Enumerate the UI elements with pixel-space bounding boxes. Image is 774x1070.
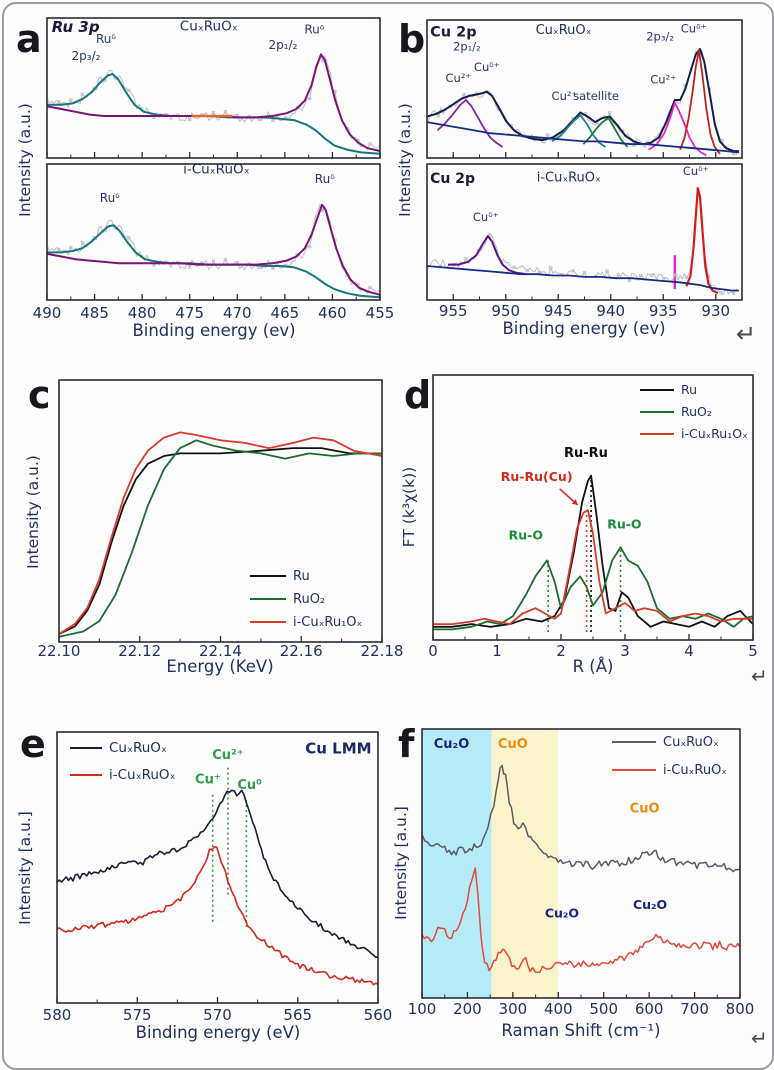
tick-label-c: 22.14 <box>199 642 242 660</box>
annotation-e-3: Cu LMM <box>305 739 372 758</box>
annotation-b-9: Cu²⁺ <box>650 72 677 87</box>
tick-label-c: 22.12 <box>118 642 162 660</box>
annotation-f-2: CuO <box>629 801 660 817</box>
tick-label-c: 22.18 <box>360 642 404 660</box>
axis-label-d: R (Å) <box>572 657 614 676</box>
tick-label-d: 3 <box>620 642 630 660</box>
tick-label-f: 700 <box>680 1000 709 1018</box>
axis-label-c: Energy (KeV) <box>166 657 274 676</box>
tick-label-e: 570 <box>203 1006 232 1024</box>
annotation-b-3: Cuᵟ⁺ <box>682 163 709 178</box>
panel-b-ylabel: Intensity (a.u.) <box>396 103 414 217</box>
legend-label: i-CuₓRu₁Oₓ <box>681 426 748 441</box>
legend-label: i-CuₓRuOₓ <box>663 763 728 778</box>
series-group <box>46 204 380 297</box>
legend-label: RuO₂ <box>293 592 326 607</box>
series-RuO₂ <box>433 547 753 629</box>
legend <box>612 735 727 778</box>
annotation-a-0: i-CuₓRuOₓ <box>183 161 250 178</box>
annotation-e-1: Cu²⁺ <box>212 748 244 764</box>
tick-label-f: 200 <box>453 1000 482 1018</box>
axis-label-b: Binding energy (ev) <box>502 319 666 338</box>
tick-label-b: 945 <box>543 302 573 320</box>
panel-c-letter: c <box>28 373 51 417</box>
plot-d-0 <box>433 375 753 640</box>
annotation-a-0: Ru 3p <box>51 18 100 36</box>
annotation-b-1: CuₓRuOₓ <box>535 22 592 38</box>
annotation-f-3: Cu₂O <box>544 905 580 921</box>
panel-d-letter: d <box>404 373 432 417</box>
tick-label-f: 500 <box>589 1000 619 1018</box>
panel-e-ylabel: Intensity [a.u.] <box>16 811 34 925</box>
tick-label-a: 480 <box>127 304 157 322</box>
plot-b-1 <box>426 164 742 300</box>
tick-label-c: 22.16 <box>279 642 323 660</box>
return-mark: ↵ <box>751 1026 768 1050</box>
panel-d-ylabel: FT (k³χ(k)) <box>400 466 418 548</box>
tick-label-d: 1 <box>492 642 502 660</box>
series-raw data <box>427 189 739 295</box>
legend-label: Ru <box>681 382 698 397</box>
tick-label-b: 955 <box>438 302 468 320</box>
axis-label-e: Binding energy (eV) <box>135 1023 301 1042</box>
axis-label-f: Raman Shift (cm⁻¹) <box>501 1021 661 1040</box>
tick-label-b: 930 <box>701 302 731 320</box>
annotation-e-0: Cu⁺ <box>195 772 221 788</box>
return-mark: ↵ <box>751 664 768 688</box>
annotation-b-2: 2p₁/₂ <box>453 39 481 54</box>
annotation-b-1: i-CuₓRuOₓ <box>536 170 601 186</box>
annotation-a-1: Ruᵟ <box>99 191 120 206</box>
series-Cu d+ 2p3/2 fit <box>680 50 720 153</box>
annotation-f-0: Cu₂O <box>433 736 470 752</box>
series-group <box>57 767 378 984</box>
tick-label-b: 950 <box>491 302 521 320</box>
annotation-d-1: Ru-Ru(Cu) <box>500 469 573 484</box>
annotation-a-2: 2p₃/₂ <box>71 49 101 63</box>
tick-label-f: 100 <box>407 1000 437 1018</box>
series-CuₓRuOₓ <box>57 790 378 957</box>
tick-label-f: 800 <box>725 1000 755 1018</box>
annotation-d-2: Ru-O <box>508 527 543 543</box>
panel-f-letter: f <box>398 722 415 766</box>
tick-label-b: 940 <box>596 302 626 320</box>
tick-label-f: 400 <box>543 1000 573 1018</box>
legend-label: Ru <box>293 569 310 584</box>
annotation-b-3: Cu²⁺ <box>445 71 472 86</box>
panel-a-letter: a <box>16 17 42 61</box>
annotation-a-2: Ruᵟ <box>314 172 335 187</box>
tick-label-e: 580 <box>42 1006 72 1024</box>
panel-d <box>400 373 758 676</box>
tick-label-e: 565 <box>283 1006 313 1024</box>
annotation-b-7: 2p₃/₂ <box>646 29 674 44</box>
panel-a-ylabel: Intensity (a.u.) <box>16 103 34 217</box>
tick-label-e: 560 <box>363 1006 393 1024</box>
series-RuO₂ <box>59 440 382 637</box>
panel-c-ylabel: Intensity (a.u.) <box>24 455 42 569</box>
tick-label-f: 300 <box>498 1000 528 1018</box>
series-group <box>433 476 753 632</box>
tick-label-b: 935 <box>648 302 678 320</box>
annotation-b-8: Cuᵟ⁺ <box>680 21 707 36</box>
tick-label-e: 575 <box>122 1006 152 1024</box>
annotation-f-4: Cu₂O <box>632 897 668 913</box>
plot-c-0 <box>59 380 382 642</box>
plot-frame <box>59 380 382 642</box>
panel-f-ylabel: Intensity [a.u.] <box>392 806 410 920</box>
annotation-e-2: Cu⁰ <box>237 777 262 793</box>
axis-label-a: Binding energy (ev) <box>132 321 296 340</box>
series-i-CuₓRuOₓ <box>57 847 378 985</box>
annotation-b-0: Cu 2p <box>430 24 477 41</box>
plot-a-0 <box>46 18 380 158</box>
annotation-a-5: Ruᵟ <box>304 22 325 37</box>
legend <box>640 382 748 441</box>
panel-b-letter: b <box>398 17 426 61</box>
annotation-b-0: Cu 2p <box>430 171 476 188</box>
panel-a <box>16 17 394 340</box>
tick-label-d: 4 <box>684 642 694 660</box>
series-raw data <box>47 55 380 149</box>
plot-a-1 <box>46 162 380 300</box>
series-group <box>46 54 380 153</box>
legend-label: i-CuₓRu₁Oₓ <box>293 615 363 630</box>
tick-label-a: 475 <box>175 304 205 322</box>
panel-b <box>396 17 742 338</box>
annotation-b-2: Cuᵟ⁺ <box>472 210 499 225</box>
series-Cu d+ 2p3/2 fit <box>686 189 718 294</box>
legend-label: CuₓRuOₓ <box>109 740 167 756</box>
tick-label-a: 470 <box>222 304 252 322</box>
tick-label-d: 5 <box>748 642 758 660</box>
annotation-d-3: Ru-O <box>607 516 642 532</box>
series-Ru 3p1/2 fit <box>47 54 380 151</box>
series-group <box>426 187 739 294</box>
series-i-CuₓRu₁Oₓ <box>59 432 382 634</box>
tick-label-a: 465 <box>270 304 300 322</box>
series-raw data <box>47 204 380 293</box>
series-i-CuₓRu₁Oₓ <box>433 510 753 624</box>
annotation-a-4: 2p₁/₂ <box>268 37 298 52</box>
tick-label-d: 0 <box>428 642 438 660</box>
series-Ru 3p1/2 fit <box>47 205 380 295</box>
return-mark: ↵ <box>736 320 757 348</box>
tick-label-d: 2 <box>556 642 566 660</box>
plot-f-0 <box>422 729 740 998</box>
annotation-b-5: Cu²⁺ <box>551 89 578 104</box>
panel-e <box>16 722 392 1042</box>
annotation-d-0: Ru-Ru <box>563 446 608 462</box>
plot-b-0 <box>426 20 742 158</box>
series-group <box>59 432 382 636</box>
legend-label: CuₓRuOₓ <box>663 735 719 750</box>
legend-label: RuO₂ <box>681 404 712 419</box>
tick-label-c: 22.10 <box>37 642 81 660</box>
annotation-b-6: satellite <box>573 89 619 104</box>
panel-c <box>24 373 403 676</box>
tick-label-a: 460 <box>318 304 347 322</box>
tick-label-f: 600 <box>634 1000 664 1018</box>
plot-e-0 <box>57 732 378 1003</box>
band <box>422 729 492 998</box>
annotation-a-1: CuₓRuOₓ <box>179 18 238 35</box>
annotation-f-1: CuO <box>497 736 528 752</box>
legend <box>250 569 363 630</box>
annotation-a-3: Ruᵟ <box>95 32 117 47</box>
tick-label-a: 490 <box>32 304 62 322</box>
panel-e-letter: e <box>20 722 46 766</box>
panel-f <box>392 722 754 1040</box>
tick-label-a: 485 <box>80 304 109 322</box>
legend-label: i-CuₓRuOₓ <box>109 767 176 783</box>
annotation-b-4: Cuᵟ⁺ <box>473 60 500 75</box>
series-background <box>427 122 739 152</box>
tick-label-a: 455 <box>365 304 395 322</box>
legend <box>70 740 176 783</box>
